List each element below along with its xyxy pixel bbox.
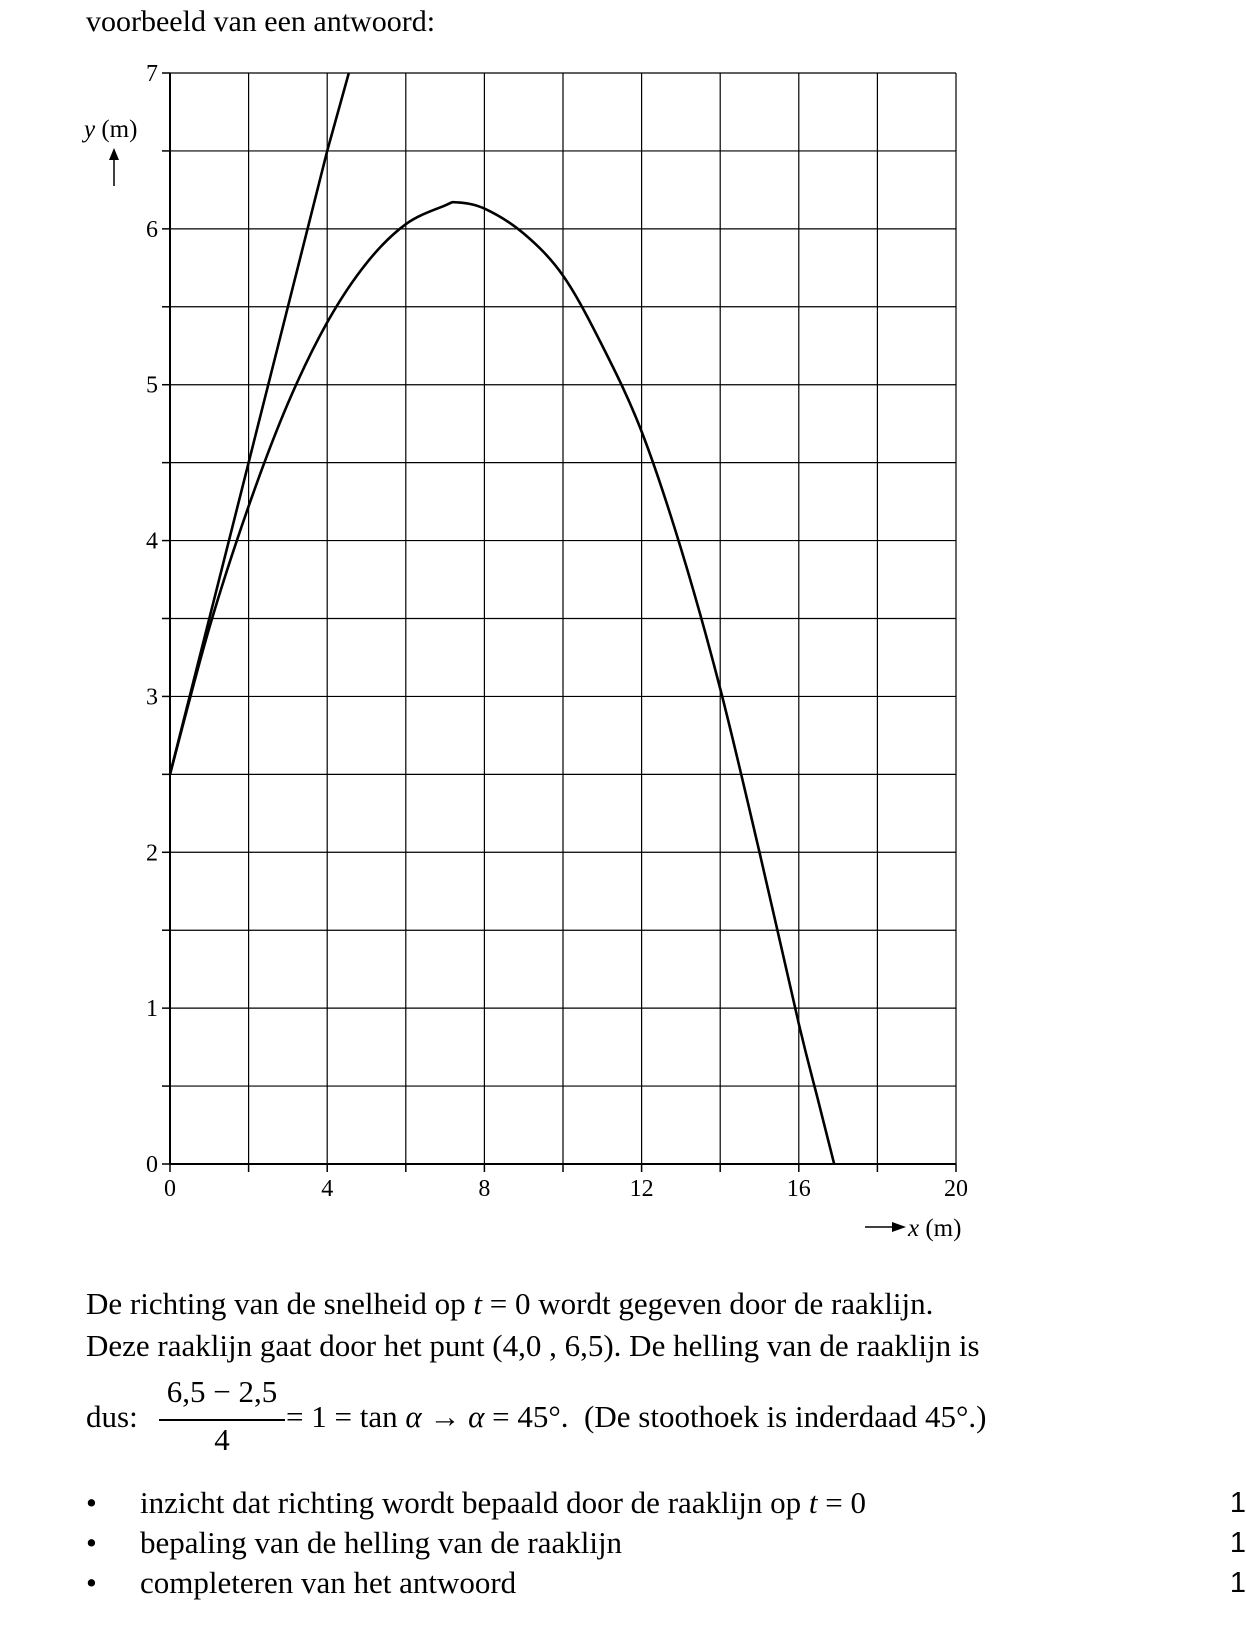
x-axis-label: x (m): [908, 1215, 962, 1242]
bullet-text: inzicht dat richting wordt bepaald door de raaklijn op: [140, 1485, 809, 1520]
fraction-denominator: 4: [214, 1422, 230, 1457]
list-item: [86, 1523, 1246, 1563]
angle-equation: = 1 = tan α → α = 45°.: [286, 1399, 569, 1434]
math-t0: t = 0: [808, 1485, 866, 1520]
paragraph-line-1: [86, 1283, 933, 1325]
scoring-list: [86, 1483, 1246, 1603]
intro-text: voorbeeld van een antwoord:: [86, 5, 436, 38]
y-tick-label: 3: [146, 684, 158, 711]
slope-calculation: [86, 1374, 1226, 1464]
x-axis-arrowhead-icon: [892, 1222, 906, 1232]
stoothoek-note: (De stoothoek is inderdaad 45°.): [584, 1399, 987, 1434]
score-value: 1: [1229, 1527, 1246, 1559]
bullet-icon: •: [86, 1525, 97, 1560]
paragraph-text: De richting van de snelheid op: [86, 1286, 474, 1321]
x-tick-label: 4: [321, 1176, 334, 1202]
fraction-bar: [159, 1419, 285, 1421]
slope-result: [286, 1399, 986, 1435]
x-tick-label: 20: [944, 1176, 968, 1202]
paragraph-line-2: Deze raaklijn gaat door het punt (4,0 , 6,5). De helling van de raaklijn is: [86, 1328, 980, 1363]
paragraph-text: wordt gegeven door de raaklijn.: [530, 1286, 934, 1321]
x-tick-label: 0: [164, 1176, 176, 1202]
dus-label: dus:: [86, 1399, 138, 1434]
y-axis-label: y (m): [84, 116, 138, 143]
list-item-text: [140, 1483, 866, 1523]
chart-grid: [170, 73, 956, 1164]
y-tick-label: 0: [146, 1152, 158, 1178]
bullet-icon: •: [86, 1565, 97, 1600]
list-item-text: bepaling van de helling van de raaklijn: [140, 1525, 623, 1560]
chart-labels: [81, 61, 968, 1242]
y-tick-label: 7: [146, 61, 158, 87]
bullet-icon: •: [86, 1485, 97, 1520]
chart-ticks: [162, 73, 956, 1172]
score-value: 1: [1229, 1567, 1246, 1599]
y-tick-label: 4: [146, 528, 158, 555]
list-item: [86, 1483, 1246, 1523]
x-tick-label: 8: [478, 1176, 491, 1202]
fraction-numerator: 6,5 − 2,5: [166, 1374, 278, 1409]
y-tick-label: 5: [146, 372, 158, 399]
list-item: [86, 1563, 1246, 1603]
y-axis-arrowhead-icon: [109, 148, 119, 160]
y-tick-label: 1: [146, 996, 158, 1023]
score-value: 1: [1229, 1487, 1246, 1519]
trajectory-curve: [170, 202, 834, 1164]
y-tick-label: 2: [146, 840, 158, 867]
x-tick-label: 16: [786, 1176, 811, 1202]
tangent-line: [170, 73, 349, 774]
math-t0: t = 0: [473, 1286, 531, 1321]
x-tick-label: 12: [629, 1176, 654, 1202]
y-tick-label: 6: [146, 216, 158, 243]
list-item-text: completeren van het antwoord: [140, 1565, 517, 1600]
